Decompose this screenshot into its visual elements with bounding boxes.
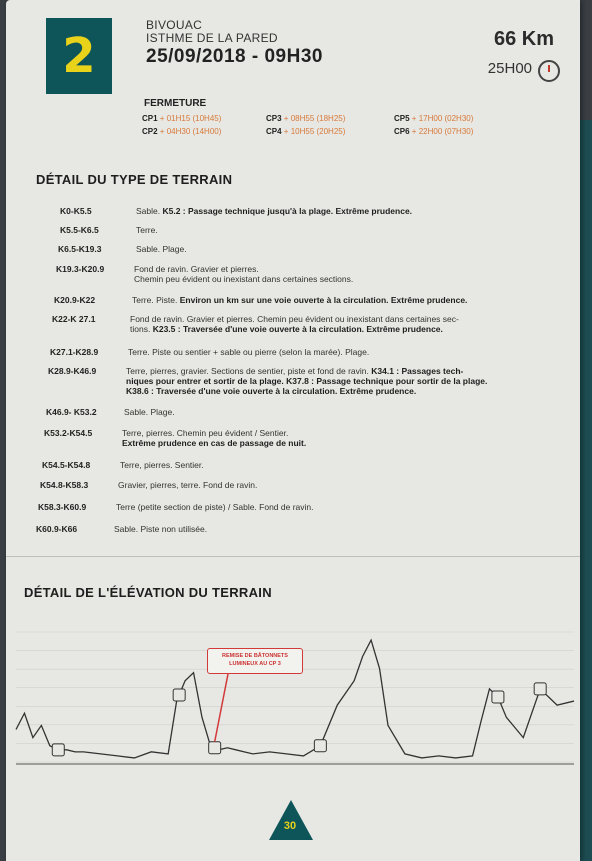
checkpoint-marker: [314, 740, 326, 752]
cp2: CP2 + 04H30 (14H00): [142, 127, 222, 136]
clock-icon: [538, 60, 560, 82]
checkpoint-marker: [492, 691, 504, 703]
callout-pointer: [215, 674, 228, 742]
stage-number: 2: [46, 18, 112, 94]
terrain-title: DÉTAIL DU TYPE DE TERRAIN: [36, 172, 233, 187]
bivouac-label: BIVOUAC: [146, 18, 203, 32]
cp5: CP5 + 17H00 (02H30): [394, 114, 474, 123]
stage-distance: 66 Km: [493, 28, 554, 50]
checkpoint-marker: [52, 744, 64, 756]
closing-title: FERMETURE: [144, 98, 207, 109]
checkpoint-marker: [534, 683, 546, 695]
callout-box: REMISE DE BÂTONNETS LUMINEUX AU CP 3: [207, 648, 303, 674]
elevation-chart: [6, 612, 580, 788]
checkpoint-marker: [209, 742, 221, 754]
location-label: ISTHME DE LA PARED: [146, 31, 278, 45]
cp6: CP6 + 22H00 (07H30): [394, 127, 474, 136]
cp3: CP3 + 08H55 (18H25): [266, 114, 346, 123]
cp1: CP1 + 01H15 (10H45): [142, 114, 222, 123]
checkpoint-marker: [173, 689, 185, 701]
page-number: 30: [283, 820, 297, 832]
roadbook-page: 2 BIVOUAC ISTHME DE LA PARED 25/09/2018 - 09H30 66 Km 25H00 FERMETURE CP1 + 01H15 (10H45) CP2 + 04H30 (14H00) CP3 + 08H55 (18H25) CP4 + 10H55 (20H25) CP5 + 17H00 (02H30) CP6 + 22H00 (07H30) DÉTAIL DU TYPE DE TERRAIN K0-K5.5 Sable. K5.2 : Passage technique jusqu'à la plage. Extrême prudence. K5.5-K6.5 Terre. K6.5-K19.3 Sable. Plage. K19.3-K20.9 Fond de ravin. Gravier et pierres. Chemin peu évident ou inexistant dans certaines sections. K20.9-K22 Terre. Piste. Environ un km sur une voie ouverte à la circulation. Extrême prudence. K22-K 27.1 Fond de ravin. Gravier et pierres. Chemin peu évident ou inexistant dans certaines sec- tions. K23.5 : Traversée d'une voie ouverte à la circulation. Extrême prudence. K27.1-K28.9 Terre. Piste ou sentier + sable ou pierre (selon la marée). Plage. K28.9-K46.9 Terre, pierres, gravier. Sections de sentier, piste et fond de ravin. K34.1 : Passages tech- niques pour entrer et sortir de la plage. K37.8 : Passage technique pour sortir de la plage. K38.6 : Traversée d'une voie ouverte à la circulation. Extrême prudence. K46.9- K53.2 Sable. Plage. K53.2-K54.5 Terre, pierres. Chemin peu évident / Sentier. Extrême prudence en cas de passage de nuit. K54.5-K54.8 Terre, pierres. Sentier. K54.8-K58.3 Gravier, pierres, terre. Fond de ravin. K58.3-K60.9 Terre (petite section de piste) / Sable. Fond de ravin. K60.9-K66 Sable. Piste non utilisée. DÉTAIL DE L'ÉLÉVATION DU TERRAIN REMISE DE BÂTONNETS LUMINEUX AU CP 3 30: [6, 0, 580, 861]
stage-duration: 25H00: [487, 60, 532, 77]
section-divider: [6, 556, 580, 557]
elevation-title: DÉTAIL DE L'ÉLÉVATION DU TERRAIN: [24, 585, 272, 600]
cp4: CP4 + 10H55 (20H25): [266, 127, 346, 136]
stage-datetime: 25/09/2018 - 09H30: [146, 46, 323, 67]
